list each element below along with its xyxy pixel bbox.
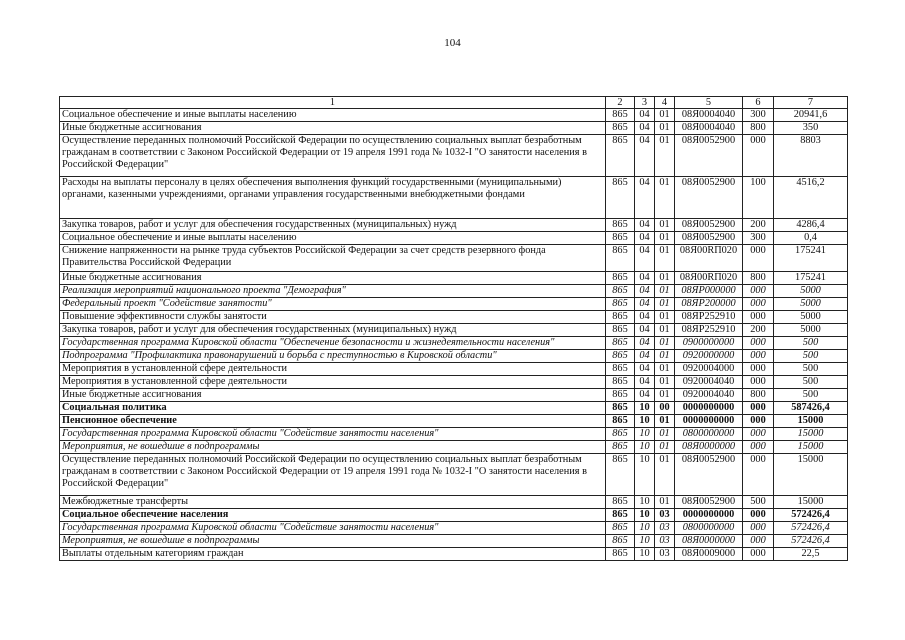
row-name: Выплаты отдельным категориям граждан (60, 548, 606, 561)
row-amount: 15000 (774, 428, 848, 441)
row-amount: 572426,4 (774, 509, 848, 522)
row-code-4: 01 (655, 454, 675, 496)
row-code-4: 03 (655, 535, 675, 548)
table-row (60, 376, 848, 389)
table-row (60, 402, 848, 415)
row-amount: 22,5 (774, 548, 848, 561)
row-code-2: 865 (606, 441, 635, 454)
row-code-3: 10 (635, 454, 655, 496)
row-code-6: 800 (743, 272, 774, 285)
table-row (60, 245, 848, 272)
row-name: Иные бюджетные ассигнования (60, 272, 606, 285)
row-amount: 587426,4 (774, 402, 848, 415)
row-code-2: 865 (606, 350, 635, 363)
column-header: 3 (635, 97, 655, 109)
row-code-3: 04 (635, 363, 655, 376)
row-amount: 500 (774, 376, 848, 389)
row-code-2: 865 (606, 219, 635, 232)
row-name: Федеральный проект "Содействие занятости" (60, 298, 606, 311)
row-code-3: 04 (635, 389, 655, 402)
row-code-6: 000 (743, 428, 774, 441)
row-code-6: 000 (743, 402, 774, 415)
row-code-6: 000 (743, 311, 774, 324)
column-header: 2 (606, 97, 635, 109)
table-row (60, 109, 848, 122)
row-name: Осуществление переданных полномочий Российской Федерации по осуществлению социальных выплат безработным гражданам в соответствии с Законом Российской Федерации от 19 апреля 1991 года № 1032-I "О занятости населения в Российской Федерации" (60, 454, 606, 496)
row-code-5: 08Я0052900 (675, 219, 743, 232)
row-code-6: 000 (743, 298, 774, 311)
table-row (60, 232, 848, 245)
row-code-4: 01 (655, 337, 675, 350)
row-code-4: 01 (655, 122, 675, 135)
row-name: Подпрограмма "Профилактика правонарушений и борьба с преступностью в Кировской области" (60, 350, 606, 363)
row-code-2: 865 (606, 389, 635, 402)
row-code-4: 01 (655, 177, 675, 219)
row-code-6: 000 (743, 441, 774, 454)
row-name: Иные бюджетные ассигнования (60, 122, 606, 135)
row-code-4: 03 (655, 509, 675, 522)
row-code-4: 01 (655, 232, 675, 245)
row-name: Социальная политика (60, 402, 606, 415)
row-code-5: 08ЯР252910 (675, 311, 743, 324)
row-code-6: 300 (743, 109, 774, 122)
row-code-5: 08Я0052900 (675, 135, 743, 177)
row-code-5: 08Я0052900 (675, 496, 743, 509)
row-code-3: 04 (635, 272, 655, 285)
column-header: 7 (774, 97, 848, 109)
row-name: Пенсионное обеспечение (60, 415, 606, 428)
row-amount: 500 (774, 389, 848, 402)
row-code-4: 01 (655, 389, 675, 402)
row-code-3: 04 (635, 219, 655, 232)
row-amount: 15000 (774, 454, 848, 496)
row-code-5: 08Я00RП020 (675, 272, 743, 285)
row-code-6: 300 (743, 232, 774, 245)
row-code-2: 865 (606, 272, 635, 285)
row-code-5: 08Я00RП020 (675, 245, 743, 272)
row-code-5: 0800000000 (675, 522, 743, 535)
row-code-5: 08Я0000000 (675, 441, 743, 454)
row-code-6: 500 (743, 496, 774, 509)
row-code-3: 04 (635, 376, 655, 389)
table-row (60, 454, 848, 496)
row-code-6: 000 (743, 337, 774, 350)
row-code-6: 000 (743, 454, 774, 496)
row-code-6: 000 (743, 350, 774, 363)
row-code-3: 04 (635, 109, 655, 122)
row-code-5: 0900000000 (675, 337, 743, 350)
row-amount: 572426,4 (774, 522, 848, 535)
column-header-row (60, 97, 848, 109)
row-code-2: 865 (606, 232, 635, 245)
budget-table (59, 96, 848, 561)
table-row (60, 177, 848, 219)
row-code-6: 200 (743, 219, 774, 232)
row-amount: 20941,6 (774, 109, 848, 122)
page-number: 104 (444, 37, 461, 49)
row-code-3: 04 (635, 135, 655, 177)
row-amount: 500 (774, 363, 848, 376)
column-header: 5 (675, 97, 743, 109)
row-code-5: 0800000000 (675, 428, 743, 441)
row-code-2: 865 (606, 311, 635, 324)
row-name: Повышение эффективности службы занятости (60, 311, 606, 324)
row-code-2: 865 (606, 122, 635, 135)
row-code-5: 0920004040 (675, 389, 743, 402)
table-row (60, 219, 848, 232)
row-amount: 5000 (774, 324, 848, 337)
row-code-2: 865 (606, 363, 635, 376)
row-amount: 5000 (774, 298, 848, 311)
row-name: Реализация мероприятий национального проекта "Демография" (60, 285, 606, 298)
row-code-6: 000 (743, 509, 774, 522)
row-code-4: 01 (655, 363, 675, 376)
column-header: 6 (743, 97, 774, 109)
row-code-4: 01 (655, 428, 675, 441)
row-amount: 15000 (774, 496, 848, 509)
row-name: Расходы на выплаты персоналу в целях обеспечения выполнения функций государственными (муниципальными) органами, казенными учреждениями, органами управления государственными внебюджетными фондами (60, 177, 606, 219)
row-code-3: 04 (635, 122, 655, 135)
row-code-3: 04 (635, 350, 655, 363)
row-amount: 4516,2 (774, 177, 848, 219)
row-name: Государственная программа Кировской области "Содействие занятости населения" (60, 428, 606, 441)
table-row (60, 298, 848, 311)
row-code-2: 865 (606, 496, 635, 509)
table-row (60, 428, 848, 441)
row-code-6: 000 (743, 285, 774, 298)
row-code-4: 01 (655, 285, 675, 298)
row-name: Закупка товаров, работ и услуг для обеспечения государственных (муниципальных) нужд (60, 324, 606, 337)
row-amount: 5000 (774, 285, 848, 298)
row-amount: 500 (774, 337, 848, 350)
row-code-5: 08ЯР200000 (675, 298, 743, 311)
row-code-3: 10 (635, 496, 655, 509)
row-code-4: 01 (655, 376, 675, 389)
table-row (60, 441, 848, 454)
row-code-6: 000 (743, 376, 774, 389)
table-row (60, 135, 848, 177)
row-code-5: 08Я0004040 (675, 109, 743, 122)
row-code-5: 08Я0009000 (675, 548, 743, 561)
row-code-2: 865 (606, 337, 635, 350)
row-code-4: 01 (655, 219, 675, 232)
row-code-2: 865 (606, 324, 635, 337)
table-row (60, 496, 848, 509)
row-code-3: 04 (635, 311, 655, 324)
table-row (60, 509, 848, 522)
row-code-6: 000 (743, 415, 774, 428)
row-code-6: 000 (743, 363, 774, 376)
row-code-4: 01 (655, 135, 675, 177)
row-amount: 572426,4 (774, 535, 848, 548)
table-row (60, 272, 848, 285)
row-amount: 500 (774, 350, 848, 363)
row-code-6: 000 (743, 245, 774, 272)
row-amount: 175241 (774, 272, 848, 285)
row-code-2: 865 (606, 135, 635, 177)
row-code-2: 865 (606, 177, 635, 219)
row-code-2: 865 (606, 415, 635, 428)
row-code-6: 000 (743, 135, 774, 177)
row-name: Мероприятия в установленной сфере деятельности (60, 376, 606, 389)
row-code-6: 000 (743, 548, 774, 561)
row-code-5: 0000000000 (675, 415, 743, 428)
row-code-5: 08Я0052900 (675, 454, 743, 496)
column-header: 4 (655, 97, 675, 109)
row-code-3: 04 (635, 285, 655, 298)
row-code-5: 08Я0004040 (675, 122, 743, 135)
row-code-6: 800 (743, 122, 774, 135)
row-code-3: 10 (635, 441, 655, 454)
row-code-3: 04 (635, 337, 655, 350)
row-code-4: 03 (655, 522, 675, 535)
row-code-2: 865 (606, 509, 635, 522)
row-code-3: 04 (635, 245, 655, 272)
row-code-6: 200 (743, 324, 774, 337)
row-code-5: 0920004000 (675, 363, 743, 376)
table-row (60, 522, 848, 535)
row-code-6: 000 (743, 522, 774, 535)
table-row (60, 324, 848, 337)
row-code-3: 10 (635, 535, 655, 548)
row-code-3: 10 (635, 509, 655, 522)
row-name: Мероприятия, не вошедшие в подпрограммы (60, 441, 606, 454)
table-row (60, 350, 848, 363)
row-name: Социальное обеспечение и иные выплаты населению (60, 109, 606, 122)
table-row (60, 548, 848, 561)
row-code-6: 800 (743, 389, 774, 402)
row-code-4: 01 (655, 245, 675, 272)
row-name: Осуществление переданных полномочий Российской Федерации по осуществлению социальных выплат безработным гражданам в соответствии с Законом Российской Федерации от 19 апреля 1991 года № 1032-I "О занятости населения в Российской Федерации" (60, 135, 606, 177)
row-code-4: 01 (655, 350, 675, 363)
row-amount: 8803 (774, 135, 848, 177)
row-code-3: 10 (635, 428, 655, 441)
row-code-3: 10 (635, 522, 655, 535)
row-code-3: 04 (635, 232, 655, 245)
row-name: Социальное обеспечение населения (60, 509, 606, 522)
row-name: Мероприятия, не вошедшие в подпрограммы (60, 535, 606, 548)
row-code-5: 08ЯР252910 (675, 324, 743, 337)
table-row (60, 363, 848, 376)
table-row (60, 389, 848, 402)
row-code-4: 01 (655, 298, 675, 311)
row-code-5: 0920000000 (675, 350, 743, 363)
row-code-2: 865 (606, 522, 635, 535)
row-code-5: 0920004040 (675, 376, 743, 389)
row-code-2: 865 (606, 109, 635, 122)
row-code-5: 08Я0052900 (675, 177, 743, 219)
row-amount: 350 (774, 122, 848, 135)
row-name: Закупка товаров, работ и услуг для обеспечения государственных (муниципальных) нужд (60, 219, 606, 232)
table-row (60, 122, 848, 135)
row-code-4: 01 (655, 272, 675, 285)
row-code-4: 01 (655, 441, 675, 454)
row-code-2: 865 (606, 454, 635, 496)
row-code-3: 10 (635, 415, 655, 428)
row-code-4: 01 (655, 109, 675, 122)
column-header: 1 (60, 97, 606, 109)
row-name: Государственная программа Кировской области "Содействие занятости населения" (60, 522, 606, 535)
row-code-4: 03 (655, 548, 675, 561)
row-code-4: 01 (655, 324, 675, 337)
row-code-6: 100 (743, 177, 774, 219)
row-code-2: 865 (606, 245, 635, 272)
row-code-4: 01 (655, 311, 675, 324)
row-code-2: 865 (606, 428, 635, 441)
row-amount: 15000 (774, 441, 848, 454)
row-code-5: 08Я0052900 (675, 232, 743, 245)
row-code-5: 0000000000 (675, 402, 743, 415)
table-row (60, 415, 848, 428)
table-row (60, 337, 848, 350)
row-name: Межбюджетные трансферты (60, 496, 606, 509)
row-code-2: 865 (606, 298, 635, 311)
row-code-4: 00 (655, 402, 675, 415)
row-code-3: 04 (635, 177, 655, 219)
row-name: Государственная программа Кировской области "Обеспечение безопасности и жизнедеятельности населения" (60, 337, 606, 350)
row-name: Иные бюджетные ассигнования (60, 389, 606, 402)
row-name: Снижение напряженности на рынке труда субъектов Российской Федерации за счет средств резервного фонда Правительства Российской Федерации (60, 245, 606, 272)
row-code-5: 08Я0000000 (675, 535, 743, 548)
row-code-3: 04 (635, 324, 655, 337)
table-row (60, 311, 848, 324)
row-code-3: 10 (635, 548, 655, 561)
row-amount: 4286,4 (774, 219, 848, 232)
row-code-2: 865 (606, 285, 635, 298)
row-code-5: 0000000000 (675, 509, 743, 522)
row-amount: 0,4 (774, 232, 848, 245)
row-code-3: 10 (635, 402, 655, 415)
row-code-2: 865 (606, 402, 635, 415)
row-code-3: 04 (635, 298, 655, 311)
row-amount: 175241 (774, 245, 848, 272)
row-code-2: 865 (606, 376, 635, 389)
row-code-2: 865 (606, 535, 635, 548)
row-amount: 5000 (774, 311, 848, 324)
row-code-4: 01 (655, 415, 675, 428)
table-row (60, 285, 848, 298)
row-code-4: 01 (655, 496, 675, 509)
row-code-6: 000 (743, 535, 774, 548)
row-code-2: 865 (606, 548, 635, 561)
row-name: Социальное обеспечение и иные выплаты населению (60, 232, 606, 245)
row-name: Мероприятия в установленной сфере деятельности (60, 363, 606, 376)
table-row (60, 535, 848, 548)
row-amount: 15000 (774, 415, 848, 428)
row-code-5: 08ЯР000000 (675, 285, 743, 298)
